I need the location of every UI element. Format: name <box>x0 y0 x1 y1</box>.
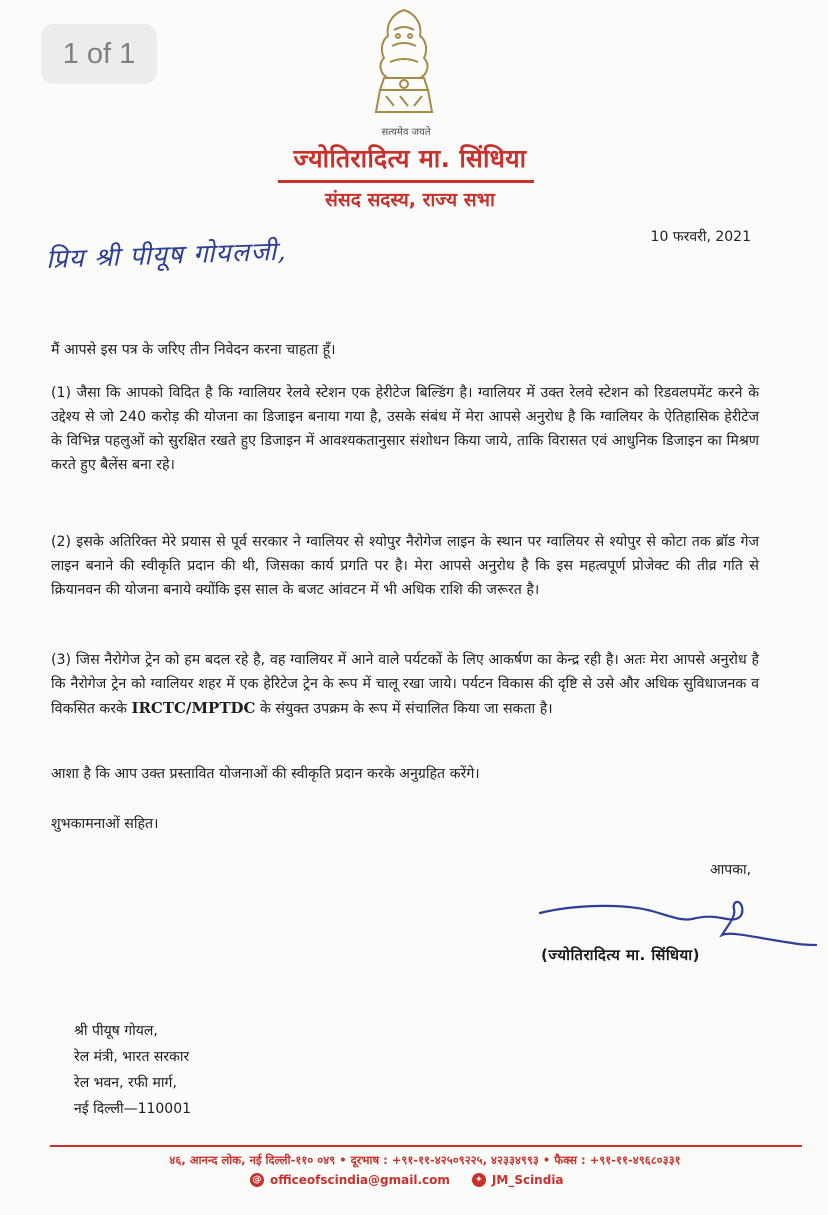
email-icon: @ <box>250 1173 264 1187</box>
footer-divider <box>50 1145 802 1147</box>
recipient-city: नई दिल्ली—110001 <box>74 1101 192 1117</box>
footer-address: ४६, आनन्द लोक, नई दिल्ली-११० ०४९ • दूरभाष : +९१-११-४२५०९२२५, ४२३३४९९३ • फैक्स : +९१-११-४९६८०३३१ <box>169 1153 681 1167</box>
handwritten-salutation: प्रिय श्री पीयूष गोयलजी, <box>45 236 287 275</box>
paragraph-1: (1) जैसा कि आपको विदित है कि ग्वालियर रेलवे स्टेशन एक हेरीटेज बिल्डिंग है। ग्वालियर में उक्त रेलवे स्टेशन को रिडवलपमेंट करने के उद्देश्य से जो 240 करोड़ की योजना का डिजाइन बनाया गया है, उसके संबंध में मेरा आपसे अनुरोध है कि ग्वालियर के ऐतिहासिक हेरीटेज के विभिन्न पहलुओं को सुरक्षित रखते हुए डिजाइन में आवश्यकतानुसार संशोधन किया जाये, ताकि विरासत एवं आधुनिक डिजाइन का मिश्रण करते हुए बैलेंस बना रहे। <box>51 385 759 473</box>
recipient-office: रेल भवन, रफी मार्ग, <box>74 1075 177 1091</box>
page-counter: 1 of 1 <box>41 24 157 84</box>
irctc-mptdc-label: IRCTC/MPTDC <box>131 699 256 717</box>
sender-title: संसद सदस्य, राज्य सभा <box>325 189 495 211</box>
yours-text: आपका, <box>710 862 752 878</box>
footer-twitter[interactable]: JM_Scindia <box>491 1173 564 1187</box>
regards: शुभकामनाओं सहित। <box>51 816 159 832</box>
paragraph-2: (2) इसके अतिरिक्त मेरे प्रयास से पूर्व सरकार ने ग्वालियर से श्योपुर नैरोगेज लाइन के स्थान पर ग्वालियर से श्योपुर से कोटा तक ब्रॉड गेज लाइन बनाने की स्वीकृति प्रदान की थी, जिसका कार्य प्रगति पर है। मेरा आपसे अनुरोध है कि इस महत्वपूर्ण प्रोजेक्ट की तीव्र गति से क्रियानवन की योजना बनाये क्योंकि इस साल के बजट आंवटन में भी अधिक राशि की जरूरत है। <box>51 534 759 598</box>
paragraph-3-end: के संयुक्त उपक्रम के रूप में संचालित किया जा सकता है। <box>259 701 553 717</box>
letter-intro: मैं आपसे इस पत्र के जरिए तीन निवेदन करना चाहता हूँ। <box>51 342 336 358</box>
closing-line: आशा है कि आप उक्त प्रस्तावित योजनाओं की स्वीकृति प्रदान करके अनुग्रहित करेंगे। <box>51 766 480 782</box>
twitter-icon: ✦ <box>472 1173 486 1187</box>
sender-name: ज्योतिरादित्य मा. सिंधिया <box>293 144 527 173</box>
footer-email[interactable]: officeofscindia@gmail.com <box>270 1173 450 1187</box>
signatory-name: (ज्योतिरादित्य मा. सिंधिया) <box>541 946 700 964</box>
paragraph-3-main: (3) जिस नैरोगेज ट्रेन को हम बदल रहे है, वह ग्वालियर में आने वाले पर्यटकों के लिए आकर्षण का केन्द्र रही है। अतः मेरा आपसे अनुरोध है कि नैरोगेज ट्रेन को ग्वालियर शहर में एक हेरिटेज ट्रेन के रूप में चालू रखा जाये। पर्यटन विकास की दृष्टि से उसे और अधिक सुविधाजनक व विकसित करके <box>51 652 759 717</box>
letter-date: 10 फरवरी, 2021 <box>650 229 751 245</box>
recipient-designation: रेल मंत्री, भारत सरकार <box>74 1049 190 1065</box>
paragraph-3 <box>51 648 759 721</box>
footer-contacts <box>250 1173 564 1187</box>
recipient-name: श्री पीयूष गोयल, <box>74 1023 158 1039</box>
recipient-address <box>74 1018 191 1122</box>
national-emblem-icon <box>362 6 446 128</box>
emblem-motto: सत्यमेव जयते <box>381 127 431 138</box>
letterhead-divider <box>278 180 534 183</box>
